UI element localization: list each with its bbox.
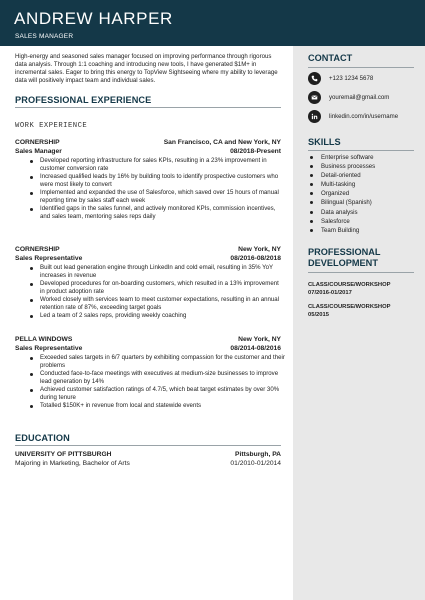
skills-list: [308, 153, 418, 235]
job-bullet: Conducted face-to-face meetings with executives at medium-size businesses to improve lead generation by 14%: [15, 370, 285, 386]
skill-item: Multi-tasking: [308, 180, 418, 189]
job-bullet: Increased qualified leads by 16% by building tools to identify prospective customers who were most likely to convert: [15, 173, 285, 189]
education-school: UNIVERSITY OF PITTSBURGH: [15, 451, 112, 458]
job-bullets: [15, 354, 285, 410]
bullet-dot-icon: [310, 229, 313, 232]
experience-heading: PROFESSIONAL EXPERIENCE: [15, 95, 152, 105]
job-bullet: Exceeded sales targets in 6/7 quarters by exhibiting compassion for the customer and their problems: [15, 354, 285, 370]
skill-item: Team Building: [308, 226, 418, 235]
education-heading: EDUCATION: [15, 433, 70, 443]
development-heading: [308, 247, 381, 269]
bullet-dot-icon: [30, 357, 33, 360]
course-name: CLASS/COURSE/WORKSHOP: [308, 282, 391, 288]
skill-item: Business processes: [308, 162, 418, 171]
job-dates: 08/2014-08/2016: [230, 345, 281, 352]
job-dates: 08/2018-Present: [230, 148, 281, 155]
skills-heading: SKILLS: [308, 137, 341, 147]
contact-heading: CONTACT: [308, 53, 353, 63]
job-role: Sales Representative: [15, 255, 83, 262]
sidebar-column: [293, 46, 425, 600]
bullet-dot-icon: [310, 220, 313, 223]
job-role: Sales Representative: [15, 345, 83, 352]
education-dates: 01/2010-01/2014: [230, 460, 281, 467]
phone-icon: [308, 72, 321, 85]
bullet-dot-icon: [310, 183, 313, 186]
course-entry: [308, 282, 418, 297]
main-column: [0, 46, 293, 600]
contact-phone: [308, 72, 420, 86]
job-bullet: Worked closely with services team to meet customer expectations, resulting in an annual retention rate of 87%, exceeding target goals: [15, 296, 285, 312]
job-bullet: Led a team of 2 sales reps, providing weekly coaching: [15, 312, 285, 320]
job-entry: [15, 335, 285, 410]
bullet-dot-icon: [30, 405, 33, 408]
bullet-dot-icon: [30, 176, 33, 179]
development-divider: [308, 272, 414, 273]
skill-item: Data analysis: [308, 208, 418, 217]
job-bullets: [15, 264, 281, 320]
contact-email-text[interactable]: youremail@gmail.com: [329, 94, 390, 101]
job-bullet: Developed procedures for on-boarding customers, which resulted in a 13% improvement in product adoption rate: [15, 280, 285, 296]
job-company: CORNERSHIP: [15, 246, 60, 253]
bullet-dot-icon: [310, 211, 313, 214]
job-entry: [15, 138, 281, 221]
skill-item: Salesforce: [308, 217, 418, 226]
skill-item: Enterprise software: [308, 153, 418, 162]
bullet-dot-icon: [30, 299, 33, 302]
job-dates: 08/2016-08/2018: [230, 255, 281, 262]
bullet-dot-icon: [30, 315, 33, 318]
contact-email: [308, 91, 420, 105]
email-icon: [308, 91, 321, 104]
job-location: New York, NY: [238, 336, 281, 343]
bullet-dot-icon: [310, 156, 313, 159]
bullet-dot-icon: [30, 389, 33, 392]
candidate-title: SALES MANAGER: [15, 33, 74, 40]
course-name: CLASS/COURSE/WORKSHOP: [308, 304, 391, 310]
bullet-dot-icon: [310, 174, 313, 177]
job-bullet: Built out lead generation engine through LinkedIn and cold email, resulting in 35% YoY increases in revenue: [15, 264, 285, 280]
development-heading-line1: PROFESSIONAL: [308, 247, 381, 257]
job-company: PELLA WINDOWS: [15, 336, 73, 343]
education-degree: Majoring in Marketing, Bachelor of Arts: [15, 460, 130, 467]
course-dates: 05/2015: [308, 311, 329, 318]
skill-item: Detail-oriented: [308, 171, 418, 180]
header-banner: [0, 0, 425, 46]
bullet-dot-icon: [30, 208, 33, 211]
bullet-dot-icon: [30, 373, 33, 376]
job-bullet: Totalled $150K+ in revenue from local and statewide events: [15, 402, 285, 410]
contact-divider: [308, 67, 414, 68]
skill-item: Organized: [308, 189, 418, 198]
job-bullet: Identified gaps in the sales funnel, and actively monitored KPIs, commission incentives, and sales team, mentoring sales reps daily: [15, 205, 285, 221]
education-divider: [15, 445, 281, 446]
contact-linkedin: [308, 110, 420, 124]
candidate-name: ANDREW HARPER: [14, 9, 173, 28]
work-experience-subheading: WORK EXPERIENCE: [15, 122, 88, 130]
bullet-dot-icon: [310, 201, 313, 204]
bullet-dot-icon: [310, 165, 313, 168]
summary-text: High-energy and seasoned sales manager focused on improving performance through rigorous data analysis. Through 1:1 coaching and introducing new tools, I have generated $1M+ in incremental sales. Eager to bring this energy to TopView Sightseeing where my ability to leverage data will positively impact team and individual sales.: [15, 53, 278, 84]
bullet-dot-icon: [30, 267, 33, 270]
job-company: CORNERSHIP: [15, 139, 60, 146]
job-entry: [15, 245, 281, 320]
linkedin-icon: [308, 110, 321, 123]
job-bullet: Developed reporting infrastructure for sales KPIs, resulting in a 23% improvement in customer conversion rate: [15, 157, 285, 173]
job-role: Sales Manager: [15, 148, 62, 155]
job-location: San Francisco, CA and New York, NY: [163, 139, 281, 146]
bullet-dot-icon: [30, 160, 33, 163]
bullet-dot-icon: [30, 283, 33, 286]
education-location: Pittsburgh, PA: [235, 451, 281, 458]
job-bullets: [15, 157, 281, 221]
skills-divider: [308, 150, 414, 151]
job-location: New York, NY: [238, 246, 281, 253]
skill-item: Bilingual (Spanish): [308, 198, 418, 207]
contact-linkedin-text[interactable]: linkedin.com/in/username: [329, 113, 399, 120]
job-bullet: Achieved customer satisfaction ratings of 4.7/5, which beat target estimates by over 30% during tenure: [15, 386, 285, 402]
course-entry: [308, 304, 418, 319]
experience-divider: [15, 107, 281, 108]
development-heading-line2: DEVELOPMENT: [308, 258, 378, 268]
contact-phone-text: +123 1234 5678: [329, 75, 374, 82]
job-bullet: Implemented and expanded the use of Salesforce, which saved over 15 hours of manual reporting time by sales staff each week: [15, 189, 285, 205]
bullet-dot-icon: [310, 192, 313, 195]
course-dates: 07/2016-01/2017: [308, 289, 352, 296]
education-entry: [15, 450, 281, 468]
bullet-dot-icon: [30, 192, 33, 195]
